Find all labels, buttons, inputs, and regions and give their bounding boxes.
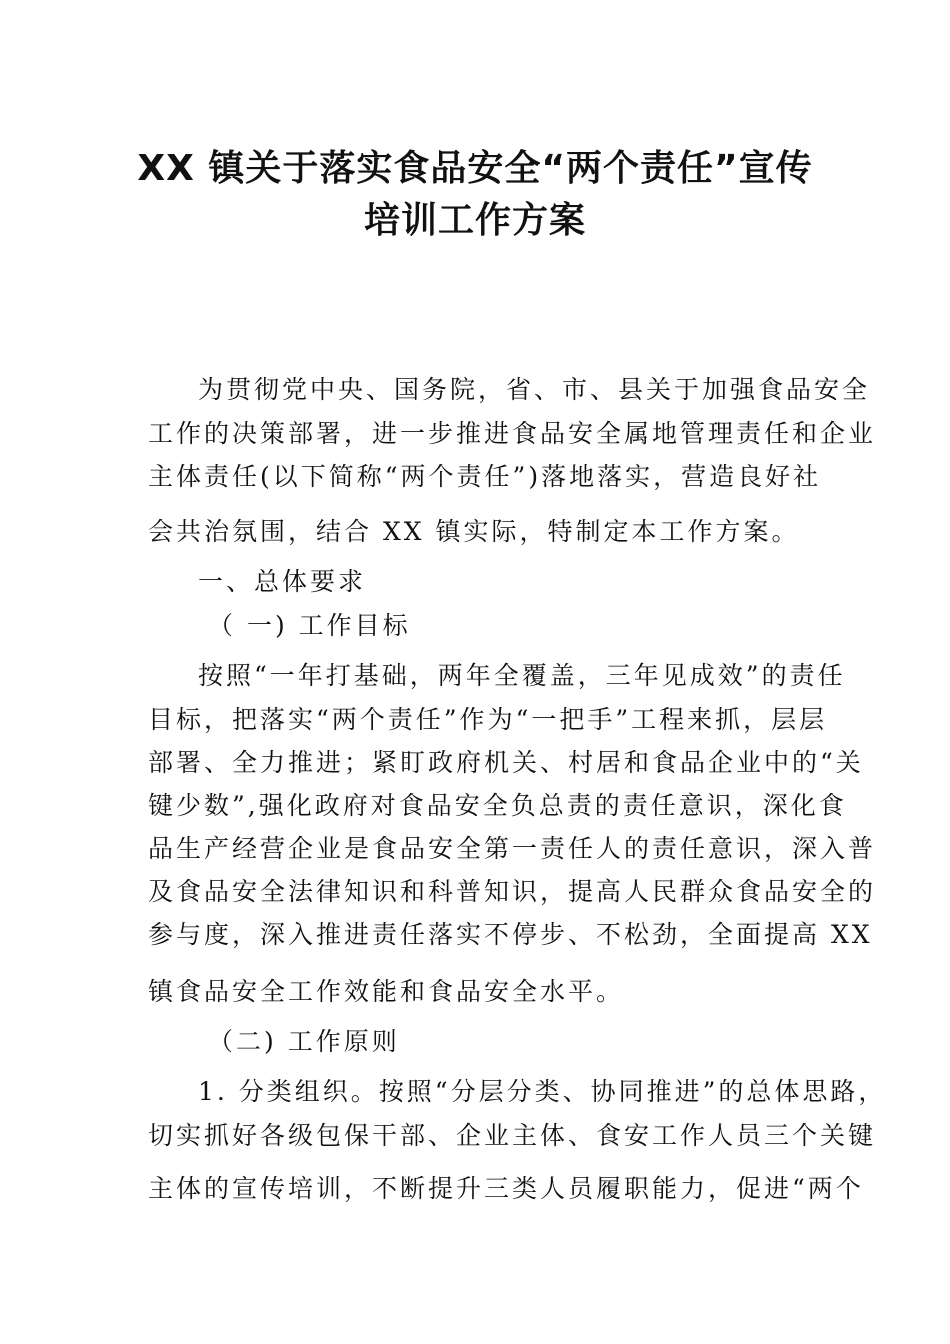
paragraph-principles-line-3: 主体的宣传培训，不断提升三类人员履职能力，促进“两个	[148, 1174, 864, 1203]
paragraph-objectives-line-8: 镇食品安全工作效能和食品安全水平。	[148, 977, 625, 1006]
paragraph-principles-line-1: 1. 分类组织。按照“分层分类、协同推进”的总体思路，	[198, 1077, 887, 1106]
paragraph-objectives-line-5: 品生产经营企业是食品安全第一责任人的责任意识，深入普	[148, 834, 877, 863]
paragraph-intro-line-1: 为贯彻党中央、国务院，省、市、县关于加强食品安全	[198, 375, 871, 404]
paragraph-intro-line-4: 会共治氛围，结合 XX 镇实际，特制定本工作方案。	[148, 517, 800, 546]
subheading-work-objectives: （ 一) 工作目标	[208, 611, 411, 640]
paragraph-objectives-line-1: 按照“一年打基础，两年全覆盖，三年见成效”的责任	[198, 661, 846, 690]
paragraph-objectives-line-3: 部署、全力推进；紧盯政府机关、村居和食品企业中的“关	[148, 748, 864, 777]
paragraph-intro-line-3: 主体责任(以下简称“两个责任”)落地落实，营造良好社	[148, 462, 822, 491]
document-title-line-1: XX 镇关于落实食品安全“两个责任”宣传	[137, 148, 813, 189]
document-title-line-2: 培训工作方案	[363, 200, 586, 241]
paragraph-principles-line-2: 切实抓好各级包保干部、企业主体、食安工作人员三个关键	[148, 1121, 877, 1150]
subheading-work-principles: （二) 工作原则	[208, 1027, 400, 1056]
paragraph-objectives-line-7: 参与度，深入推进责任落实不停步、不松劲，全面提高 XX	[148, 920, 873, 949]
paragraph-objectives-line-4: 键少数”,强化政府对食品安全负总责的责任意识，深化食	[148, 791, 847, 820]
section-heading-general-requirements: 一、总体要求	[198, 567, 367, 596]
paragraph-objectives-line-2: 目标，把落实“两个责任”作为“一把手”工程来抓，层层	[148, 705, 828, 734]
paragraph-objectives-line-6: 及食品安全法律知识和科普知识，提高人民群众食品安全的	[148, 877, 877, 906]
paragraph-intro-line-2: 工作的决策部署，进一步推进食品安全属地管理责任和企业	[148, 419, 877, 448]
